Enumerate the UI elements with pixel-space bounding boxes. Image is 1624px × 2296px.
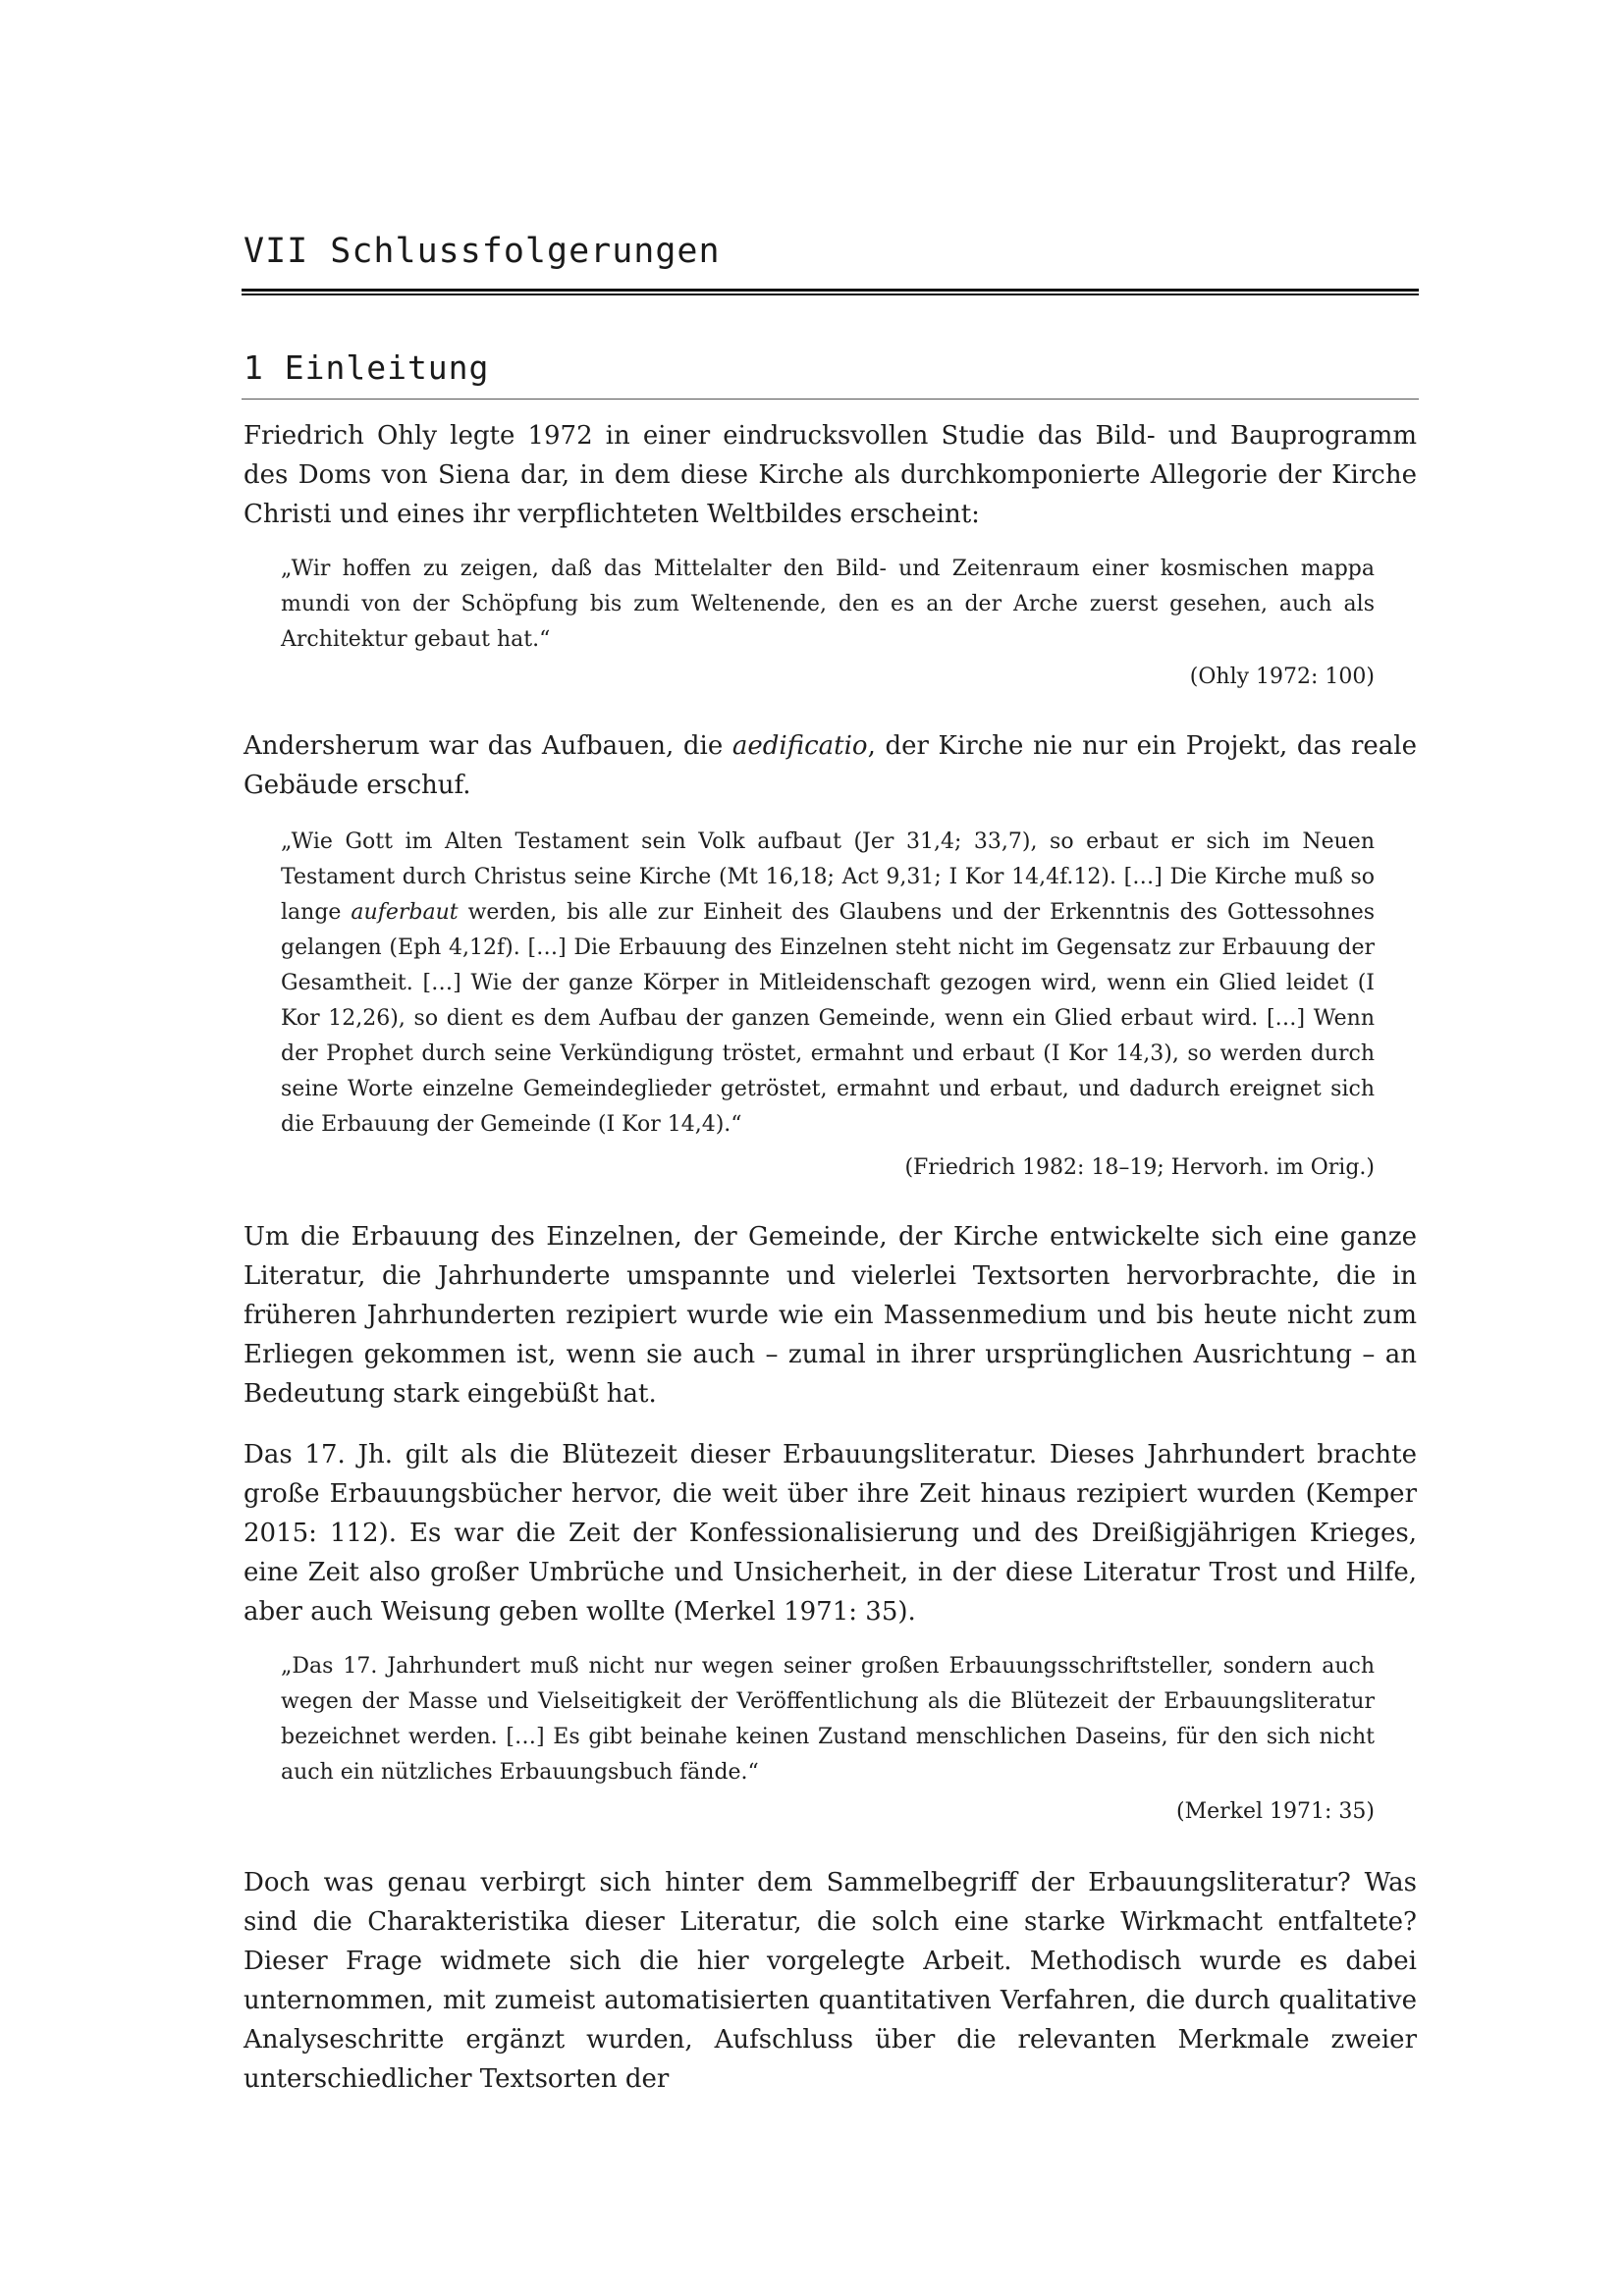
section-rule bbox=[242, 399, 1419, 400]
text-span: Andersherum war das Aufbauen, die bbox=[244, 731, 732, 761]
quote-citation: (Ohly 1972: 100) bbox=[1189, 665, 1375, 689]
paragraph: Doch was genau verbirgt sich hinter dem Sammelbegriff der Erbauungsliteratur? Was sind die Charakteristika dieser Literatur, die solch eine starke Wirkmacht entfaltete? Dieser Frage widmete sich die hier vorgelegte Arbeit. Methodisch wurde es dabei unternommen, mit zumeist automatisierten quantitativen Verfahren, die durch qualitative Analyseschritte ergänzt wurden, Aufschluss über die relevanten Merkmale zweier unterschiedlicher Textsorten der bbox=[244, 1868, 1417, 2094]
paragraph bbox=[244, 726, 1417, 805]
quote-citation: (Friedrich 1982: 18–19; Hervorh. im Orig.) bbox=[904, 1155, 1375, 1180]
paragraph: Um die Erbauung des Einzelnen, der Gemeinde, der Kirche entwickelte sich eine ganze Literatur, die Jahrhunderte umspannte und vielerlei Textsorten hervorbrachte, die in früheren Jahrhunderten rezipiert wurde wie ein Massenmedium und bis heute nicht zum Erliegen gekommen ist, wenn sie auch – zumal in ihrer ursprünglichen Ausrichtung – an Bedeutung stark eingebüßt hat. bbox=[244, 1222, 1417, 1409]
chapter-title: VII Schlussfolgerungen bbox=[244, 232, 721, 271]
paragraph: Das 17. Jh. gilt als die Blütezeit dieser Erbauungsliteratur. Dieses Jahrhundert brachte große Erbauungsbücher hervor, die weit über ihre Zeit hinaus rezipiert wurden (Kemper 2015: 112). Es war die Zeit der Konfessionalisierung und des Dreißigjährigen Krieges, eine Zeit also großer Umbrüche und Unsicherheit, in der diese Literatur Trost und Hilfe, aber auch Weisung geben wollte (Merkel 1971: 35). bbox=[244, 1440, 1417, 1627]
paragraph-1-container bbox=[244, 416, 1417, 534]
section-title: 1 Einleitung bbox=[244, 348, 490, 387]
paragraph: Friedrich Ohly legte 1972 in einer eindrucksvollen Studie das Bild- und Bauprogramm des Doms von Siena dar, in dem diese Kirche als durchkomponierte Allegorie der Kirche Christi und eines ihr verpflichteten Weltbildes erscheint: bbox=[244, 421, 1417, 529]
block-quote-1 bbox=[281, 552, 1375, 658]
block-quote-2 bbox=[281, 825, 1375, 1143]
paragraph-2-container bbox=[244, 726, 1417, 805]
emphasis: aedificatio bbox=[731, 731, 868, 761]
text-span: , der Kirche nie nur ein Projekt, das reale Gebäude erschuf. bbox=[244, 731, 1417, 800]
paragraph-5-container bbox=[244, 1863, 1417, 2099]
chapter-rule bbox=[242, 289, 1419, 292]
quote-citation: (Merkel 1971: 35) bbox=[1176, 1799, 1375, 1824]
quote-text: „Wir hoffen zu zeigen, daß das Mittelalter den Bild- und Zeitenraum einer kosmischen mappa mundi von der Schöpfung bis zum Weltenende, den es an der Arche zuerst gesehen, auch als Architektur gebaut hat.“ bbox=[281, 557, 1375, 652]
quote-text bbox=[281, 825, 1375, 1143]
text-span: „Wie Gott im Alten Testament sein Volk aufbaut (Jer 31,4; 33,7), so erbaut er sich im Neuen Testament durch Christus seine Kirche (Mt 16,18; Act 9,31; I Kor 14,4f.12). […] Die Kirche muß so lange bbox=[281, 829, 1375, 925]
block-quote-3 bbox=[281, 1649, 1375, 1790]
quote-text: „Das 17. Jahrhundert muß nicht nur wegen seiner großen Erbauungsschriftsteller, sondern auch wegen der Masse und Vielseitigkeit der Veröffentlichung als die Blütezeit der Erbauungsliteratur bezeichnet werden. […] Es gibt beinahe keinen Zustand menschlichen Daseins, für den sich nicht auch ein nützliches Erbauungsbuch fände.“ bbox=[281, 1654, 1375, 1785]
text-span: werden, bis alle zur Einheit des Glaubens und der Erkenntnis des Gottessohnes gelangen (Eph 4,12f). […] Die Erbauung des Einzelnen steht nicht im Gegensatz zur Erbauung der Gesamtheit. […] Wie der ganze Körper in Mitleidenschaft gezogen wird, wenn ein Glied leidet (I Kor 12,26), so dient es dem Aufbau der ganzen Gemeinde, wenn ein Glied erbaut wird. […] Wenn der Prophet durch seine Verkündigung tröstet, ermahnt und erbaut (I Kor 14,3), so werden durch seine Worte einzelne Gemeindeglieder getröstet, ermahnt und erbaut, und dadurch ereignet sich die Erbauung der Gemeinde (I Kor 14,4).“ bbox=[281, 900, 1375, 1137]
emphasis: auferbaut bbox=[351, 900, 459, 925]
chapter-rule-secondary bbox=[242, 294, 1419, 295]
paragraph-4-container bbox=[244, 1435, 1417, 1631]
paragraph-3-container bbox=[244, 1217, 1417, 1414]
